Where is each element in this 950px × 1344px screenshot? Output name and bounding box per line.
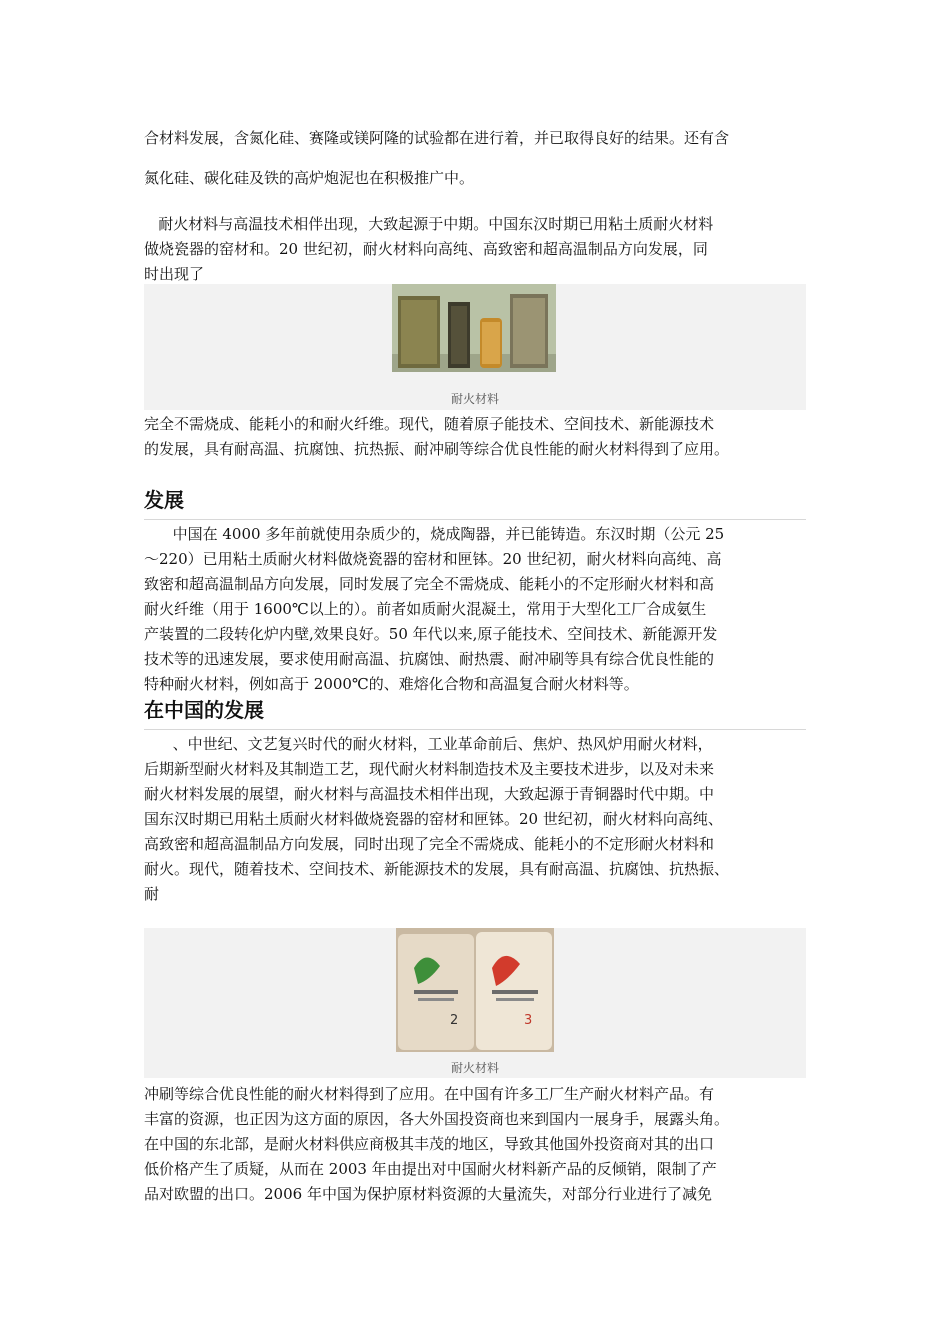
figure-caption: 耐火材料 (450, 1061, 499, 1075)
text-line: 高致密和超高温制品方向发展，同时出现了完全不需烧成、能耗小的不定形耐火材料和 (144, 835, 715, 853)
history-paragraph (144, 212, 816, 287)
text-line: 、中世纪、文艺复兴时代的耐火材料，工业革命前后、焦炉、热风炉用耐火材料， (144, 735, 713, 753)
text-line: 耐火。现代，随着技术、空间技术、新能源技术的发展，具有耐高温、抗腐蚀、抗热振、 (144, 860, 730, 878)
figure-caption: 耐火材料 (450, 392, 499, 406)
text-line: 后期新型耐火材料及其制造工艺，现代耐火材料制造技术及主要技术进步，以及对未来 (144, 760, 715, 778)
development-paragraph (144, 522, 816, 697)
text-line: 特种耐火材料，例如高于 2000℃的、难熔化合物和高温复合耐火材料等。 (144, 675, 639, 693)
refractory-bricks-image (392, 284, 556, 372)
text-line: 合材料发展，含氮化硅、赛隆或镁阿隆的试验都在进行着，并已取得良好的结果。还有含 (144, 129, 730, 147)
text-line: 国东汉时期已用粘土质耐火材料做烧瓷器的窑材和匣钵。20 世纪初，耐火材料向高纯、 (144, 810, 723, 828)
china-development-paragraph (144, 732, 816, 907)
modern-paragraph (144, 412, 816, 462)
text-line: 中国在 4000 多年前就使用杂质少的，烧成陶器，并已能铸造。东汉时期（公元 25 (144, 525, 725, 543)
text-line: 耐火纤维（用于 1600℃以上的）。前者如质耐火混凝土，常用于大型化工厂合成氨生 (144, 600, 707, 618)
text-line: 时出现了 (144, 265, 205, 283)
text-line: 的发展，具有耐高温、抗腐蚀、抗热振、耐冲刷等综合优良性能的耐火材料得到了应用。 (144, 440, 730, 458)
refractory-bags-image (396, 928, 554, 1052)
text-line: 耐火材料发展的展望，耐火材料与高温技术相伴出现，大致起源于青铜器时代中期。中 (144, 785, 715, 803)
bag-number: 3 (524, 1013, 533, 1028)
text-line: 完全不需烧成、能耗小的和耐火纤维。现代，随着原子能技术、空间技术、新能源技术 (144, 415, 715, 433)
text-line: 耐火材料与高温技术相伴出现，大致起源于中期。中国东汉时期已用粘土质耐火材料 (144, 215, 714, 233)
text-line: 做烧瓷器的窑材和。20 世纪初，耐火材料向高纯、高致密和超高温制品方向发展，同 (144, 240, 708, 258)
text-line: 致密和超高温制品方向发展，同时发展了完全不需烧成、能耗小的不定形耐火材料和高 (144, 575, 715, 593)
figure-refractory-bags (144, 928, 806, 1078)
text-line: 品对欧盟的出口。2006 年中国为保护原材料资源的大量流失，对部分行业进行了减免 (144, 1185, 712, 1203)
intro-paragraph (144, 118, 816, 198)
text-line: 耐 (144, 885, 160, 903)
text-line: 冲刷等综合优良性能的耐火材料得到了应用。在中国有许多工厂生产耐火材料产品。有 (144, 1085, 715, 1103)
text-line: 低价格产生了质疑，从而在 2003 年由提出对中国耐火材料新产品的反倾销，限制了产 (144, 1160, 717, 1178)
text-line: ～220）已用粘土质耐火材料做烧瓷器的窑材和匣钵。20 世纪初，耐火材料向高纯、高 (144, 550, 722, 568)
text-line: 产装置的二段转化炉内壁,效果良好。50 年代以来,原子能技术、空间技术、新能源开发 (144, 625, 718, 643)
section-heading-development: 发展 (144, 487, 806, 520)
section-heading-china-development: 在中国的发展 (144, 697, 806, 730)
text-line: 在中国的东北部，是耐火材料供应商极其丰茂的地区，导致其他国外投资商对其的出口 (144, 1135, 715, 1153)
text-line: 丰富的资源，也正因为这方面的原因，各大外国投资商也来到国内一展身手，展露头角。 (144, 1110, 730, 1128)
text-line: 技术等的迅速发展，要求使用耐高温、抗腐蚀、耐热震、耐冲刷等具有综合优良性能的 (144, 650, 715, 668)
industry-paragraph (144, 1082, 816, 1207)
bag-number: 2 (450, 1013, 459, 1028)
text-line: 氮化硅、碳化硅及铁的高炉炮泥也在积极推广中。 (144, 169, 475, 187)
figure-refractory-bricks (144, 284, 806, 410)
